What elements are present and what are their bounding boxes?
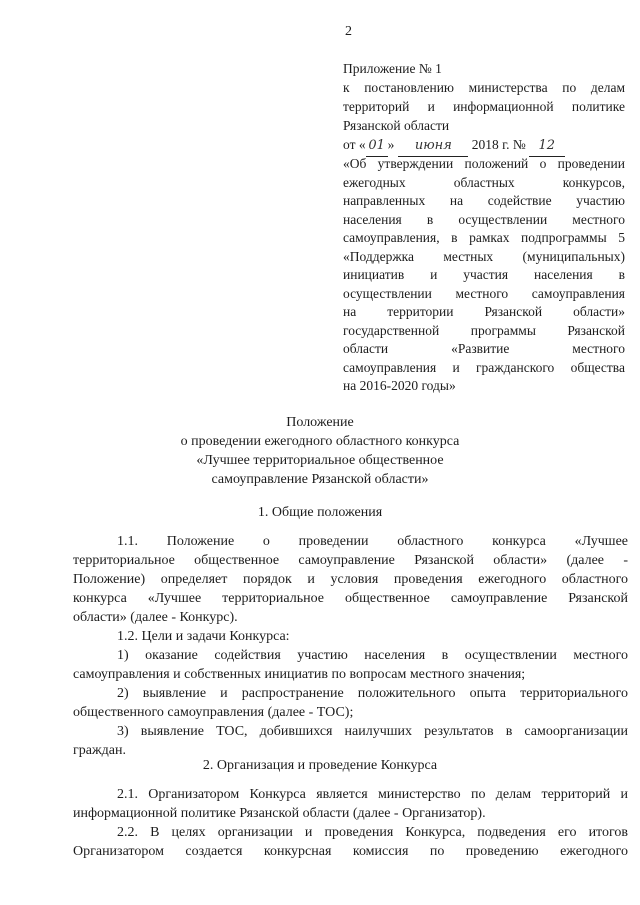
page-number: 2 <box>345 24 352 39</box>
paragraph-line: 3) выявление ТОС, добившихся наилучших результатов в самоорганизации <box>117 724 628 739</box>
appendix-subject-line: государственной программы Рязанской <box>343 322 625 338</box>
regulation-title: Положение о проведении ежегодного областного конкурса «Лучшее территориальное общественное самоуправление Рязанской области» <box>180 415 460 487</box>
paragraph-line: конкурса «Лучшее территориальное общественное самоуправление Рязанской <box>73 591 628 606</box>
paragraph-line: 1.1. Положение о проведении областного конкурса «Лучшее <box>117 534 628 549</box>
appendix-subject-line: самоуправления и гражданского общества <box>343 359 625 375</box>
paragraph-line: общественного самоуправления (далее - ТОС); <box>73 705 354 720</box>
handwritten-number: 12 <box>529 137 565 157</box>
paragraph-line: 2) выявление и распространение положительного опыта территориального <box>117 686 628 701</box>
handwritten-day: 01 <box>366 137 388 157</box>
handwritten-month: июня <box>398 137 468 157</box>
appendix-subject-line: осуществлении местного самоуправления <box>343 285 625 301</box>
paragraph-line: территориальное общественное самоуправление Рязанской области» (далее - <box>73 553 628 568</box>
appendix-title: Приложение № 1 <box>343 61 442 76</box>
paragraph-line: информационной политике Рязанской области (далее - Организатор). <box>73 806 486 821</box>
appendix-subject-line: ежегодных областных конкурсов, <box>343 174 625 190</box>
section-1-heading: 1. Общие положения <box>257 505 383 520</box>
paragraph-line: граждан. <box>73 743 126 758</box>
appendix-date: от « 01 » июня 2018 г. № 12 <box>343 136 565 157</box>
appendix-line: Рязанской области <box>343 118 450 133</box>
appendix-subject-line: населения в осуществлении местного <box>343 211 625 227</box>
paragraph-line: 2.1. Организатором Конкурса является министерство по делам территорий и <box>117 787 628 802</box>
appendix-subject-line: инициатив и участия населения в <box>343 267 625 282</box>
appendix-subject-line: на территории Рязанской области» <box>343 304 625 319</box>
paragraph-line: 1) оказание содействия участию населения в осуществлении местного <box>117 648 628 663</box>
appendix-line: к постановлению министерства по делам <box>343 80 625 95</box>
appendix-subject-line: «Об утверждении положений о проведении <box>343 156 625 171</box>
appendix-subject-line: самоуправления, в рамках подпрограммы 5 <box>343 230 625 245</box>
appendix-line: территорий и информационной политике <box>343 99 625 114</box>
appendix-subject-line: «Поддержка местных (муниципальных) <box>343 248 625 264</box>
appendix-subject-line: направленных на содействие участию <box>343 193 625 208</box>
paragraph-line: Организатором создается конкурсная комиссия по проведению ежегодного <box>73 844 628 859</box>
paragraph-line: 2.2. В целях организации и проведения Конкурса, подведения его итогов <box>117 825 628 840</box>
paragraph-line: области» (далее - Конкурс). <box>73 610 238 625</box>
appendix-subject-line: области «Развитие местного <box>343 341 625 356</box>
paragraph-line: Положение) определяет порядок и условия проведения ежегодного областного <box>73 572 628 587</box>
section-2-heading: 2. Организация и проведение Конкурса <box>202 758 438 773</box>
paragraph-line: самоуправления и собственных инициатив по вопросам местного значения; <box>73 667 526 682</box>
appendix-subject-line: на 2016-2020 годы» <box>343 378 456 393</box>
paragraph-line: 1.2. Цели и задачи Конкурса: <box>117 629 290 644</box>
